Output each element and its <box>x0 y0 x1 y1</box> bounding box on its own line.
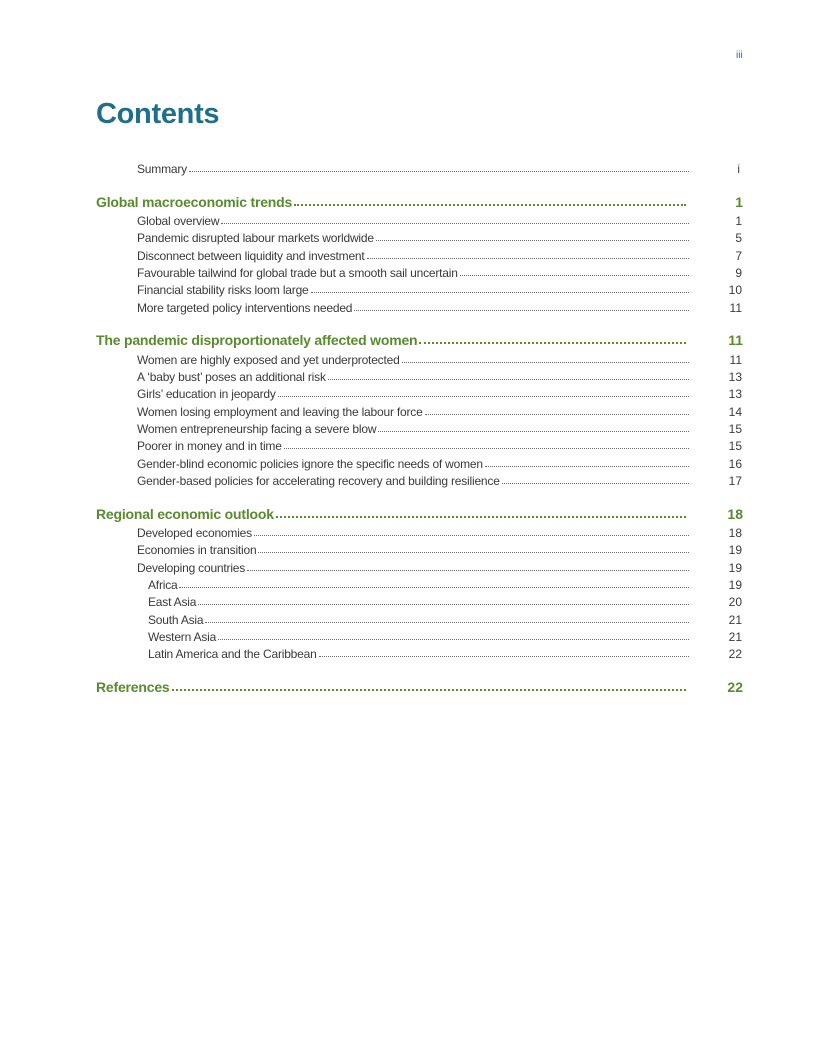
toc-entry-label: South Asia <box>148 613 204 627</box>
leader-dots <box>402 361 689 363</box>
toc-entry-page: 20 <box>728 595 742 609</box>
toc-subentry[interactable] <box>0 626 816 644</box>
leader-dots <box>221 222 689 224</box>
toc-entry-label: Developed economies <box>137 526 252 540</box>
leader-dots <box>328 378 689 380</box>
toc-entry[interactable] <box>0 470 816 488</box>
leader-dots <box>276 515 686 518</box>
toc-entry[interactable] <box>0 522 816 540</box>
toc-entry-page: 16 <box>728 457 742 471</box>
toc-entry-label: Gender-blind economic policies ignore the specific needs of women <box>137 457 483 471</box>
toc-entry-page: 9 <box>735 266 742 280</box>
toc-subentry[interactable] <box>0 574 816 592</box>
toc-entry[interactable] <box>0 210 816 228</box>
toc-section-page: 22 <box>727 679 743 695</box>
toc-entry-label: Poorer in money and in time <box>137 439 282 453</box>
leader-dots <box>198 603 689 605</box>
leader-dots <box>311 291 689 293</box>
leader-dots <box>278 395 689 397</box>
toc-entry-page: 22 <box>728 647 742 661</box>
leader-dots <box>247 569 689 571</box>
page-number: iii <box>736 50 743 61</box>
toc-entry-page: 18 <box>728 526 742 540</box>
toc-entry-label: Gender-based policies for accelerating recovery and building resilience <box>137 474 500 488</box>
toc-entry-label: Women entrepreneurship facing a severe blow <box>137 422 377 436</box>
toc-entry-label: More targeted policy interventions needed <box>137 301 353 315</box>
toc-entry[interactable] <box>0 401 816 419</box>
toc-section-page: 18 <box>727 506 743 522</box>
toc-entry-page: 19 <box>728 543 742 557</box>
toc-entry-label: Financial stability risks loom large <box>137 283 309 297</box>
toc-entry[interactable] <box>0 418 816 436</box>
leader-dots <box>485 465 689 467</box>
toc-entry[interactable] <box>0 453 816 471</box>
leader-dots <box>378 430 689 432</box>
toc-entry-page: 13 <box>728 387 742 401</box>
toc-entry[interactable] <box>0 227 816 245</box>
toc-entry-page: i <box>737 162 740 176</box>
toc-entry-page: 10 <box>728 283 742 297</box>
toc-entry-label: Disconnect between liquidity and investment <box>137 249 365 263</box>
leader-dots <box>376 239 689 241</box>
toc-entry-label: Latin America and the Caribbean <box>148 647 317 661</box>
toc-entry-page: 14 <box>728 405 742 419</box>
toc-entry-label: Western Asia <box>148 630 217 644</box>
toc-entry-page: 11 <box>729 353 742 367</box>
toc-entry[interactable] <box>0 297 816 315</box>
toc-entry-page: 15 <box>728 439 742 453</box>
toc-subentry[interactable] <box>0 643 816 661</box>
toc-entry-summary[interactable] <box>0 158 816 176</box>
toc-entry-label: Developing countries <box>137 561 246 575</box>
toc-entry-page: 7 <box>735 249 742 263</box>
toc-entry-label: Women losing employment and leaving the labour force <box>137 405 423 419</box>
toc-entry-page: 21 <box>728 613 742 627</box>
toc-entry-page: 17 <box>728 474 742 488</box>
toc-section-global-macroeconomic-trends[interactable] <box>0 192 816 210</box>
toc-section-label: The pandemic disproportionately affected women <box>96 332 418 348</box>
toc-entry-page: 19 <box>728 561 742 575</box>
toc-entry-label: Africa <box>148 578 178 592</box>
toc-entry-label: Economies in transition <box>137 543 257 557</box>
toc-entry[interactable] <box>0 349 816 367</box>
toc-section-label: Global macroeconomic trends <box>96 194 293 210</box>
toc-entry[interactable] <box>0 557 816 575</box>
leader-dots <box>502 482 689 484</box>
toc-section-label: Regional economic outlook <box>96 506 274 522</box>
toc-entry-label: Favourable tailwind for global trade but a smooth sail uncertain <box>137 266 458 280</box>
toc-section-label: References <box>96 679 170 695</box>
leader-dots <box>205 621 689 623</box>
toc-entry-page: 19 <box>728 578 742 592</box>
leader-dots <box>460 274 689 276</box>
toc-entry[interactable] <box>0 245 816 263</box>
leader-dots <box>367 257 689 259</box>
toc-section-references[interactable] <box>0 677 816 695</box>
leader-dots <box>218 638 689 640</box>
leader-dots <box>254 534 689 536</box>
toc-entry-page: 1 <box>735 214 742 228</box>
toc-entry-page: 13 <box>728 370 742 384</box>
leader-dots <box>284 447 689 449</box>
leader-dots <box>179 586 689 588</box>
toc-entry-label: Summary <box>137 162 187 176</box>
leader-dots <box>189 170 689 172</box>
toc-entry-page: 5 <box>735 231 742 245</box>
toc-entry[interactable] <box>0 366 816 384</box>
toc-entry-page: 21 <box>728 630 742 644</box>
toc-entry-label: Pandemic disrupted labour markets worldwide <box>137 231 374 245</box>
leader-dots <box>258 551 689 553</box>
toc-entry-label: East Asia <box>148 595 197 609</box>
leader-dots <box>319 655 689 657</box>
toc-section-page: 11 <box>728 332 743 348</box>
toc-subentry[interactable] <box>0 591 816 609</box>
toc-entry-label: Women are highly exposed and yet underprotected <box>137 353 400 367</box>
leader-dots <box>425 413 689 415</box>
leader-dots <box>419 341 686 344</box>
toc-entry-label: Global overview <box>137 214 220 228</box>
toc-entry[interactable] <box>0 435 816 453</box>
toc-entry[interactable] <box>0 262 816 280</box>
toc-entry-label: Girls’ education in jeopardy <box>137 387 276 401</box>
toc-entry-label: A ‘baby bust’ poses an additional risk <box>137 370 326 384</box>
toc-section-page: 1 <box>735 194 743 210</box>
toc-subentry[interactable] <box>0 609 816 627</box>
toc-entry[interactable] <box>0 539 816 557</box>
leader-dots <box>294 203 686 206</box>
leader-dots <box>354 309 689 311</box>
toc-entry[interactable] <box>0 383 816 401</box>
toc-section-pandemic-affected-women[interactable] <box>0 330 816 348</box>
toc-entry-page: 11 <box>729 301 742 315</box>
toc-section-regional-economic-outlook[interactable] <box>0 504 816 522</box>
page-title: Contents <box>96 98 220 130</box>
toc-entry-page: 15 <box>728 422 742 436</box>
leader-dots <box>172 688 687 691</box>
toc-entry[interactable] <box>0 279 816 297</box>
